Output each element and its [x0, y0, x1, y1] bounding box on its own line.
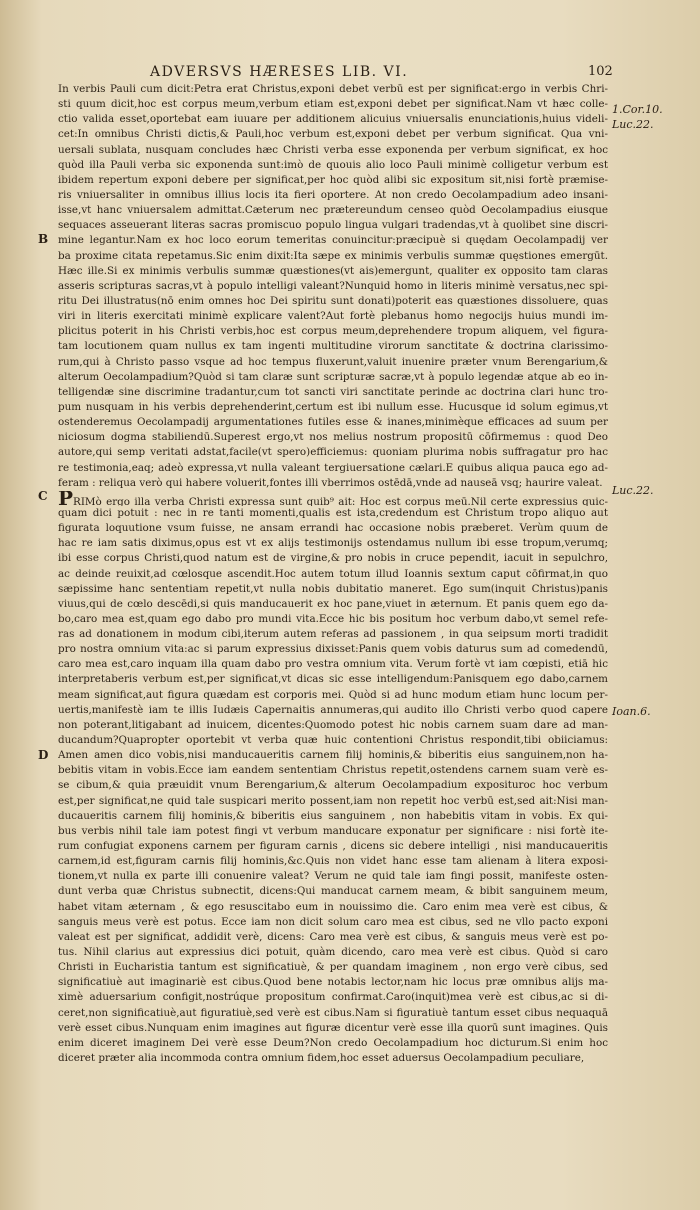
text-line: significatiuè aut imaginariè est cibus.Quod bene notabis lector,nam hic locus præ omnibus alijs ma-	[58, 976, 608, 989]
text-line: rum confugiat exponens carnem per figuram carnis , dicens sic debere intelligi , nisi manducaueritis	[58, 840, 608, 853]
text-line: In verbis Pauli cum dicit:Petra erat Christus,exponi debet verbū est per significat:ergo in verbis Chri-	[58, 83, 608, 95]
side-letter-c: C	[38, 489, 48, 503]
text-line: dunt verba quæ Christus subnectit, dicens:Qui manducat carnem meam, & bibit sanguinem meum,	[58, 885, 608, 898]
text-line: valeat est per significat, addidit verè, dicens: Caro mea verè est cibus, & sanguis meus verè est po-	[58, 930, 608, 943]
text-line: sequaces asseuerant literas sacras promiscuo populo lingua vulgari tradendas,vt à quolibet sine discri-	[58, 219, 608, 232]
text-line: figurata loquutione vsum fuisse, ne ansam errandi hac occasione nobis præberet. Verùm quum de	[58, 522, 608, 535]
marginal-note: Ioan.6.	[612, 705, 651, 718]
text-line: ceret,non significatiuè,aut figuratiuè,sed verè est cibus.Nam si figuratiuè tantum esset cibus nequaquā	[58, 1006, 608, 1019]
text-line: quam dici potuit : nec in re tanti momenti,qualis est ista,credendum est Christum tropo aliquo aut	[58, 506, 608, 519]
text-line: mine legantur.Nam ex hoc loco eorum temeritas conuincitur:præcipuè si quędam Oecolampadij ver	[58, 234, 608, 247]
side-letter-d: D	[38, 748, 49, 762]
drop-cap: P	[58, 490, 74, 506]
text-line: carnem,id est,figuram carnis filij hominis,&c.Quis non videt hanc esse tam alienam à litera exposi-	[58, 855, 608, 868]
text-line: non poterant,litigabant ad inuicem, dicentes:Quomodo potest hic nobis carnem suam dare ad man-	[58, 718, 608, 731]
text-line: Hæc ille.Si ex minimis verbulis summæ quæstiones(vt ais)emergunt, qualiter ex opposito tam claras	[58, 264, 608, 277]
text-line: autore,qui semp veritati adstat,facile(vt spero)efficiemus: quoniam plurima nobis suffragatur pro hac	[58, 446, 608, 459]
text-line: re testimonia,eaq; adeò expressa,vt nulla valeant tergiuersatione cælari.E quibus aliqua pauca ego ad-	[58, 461, 608, 474]
text-line: est,per significat,ne quid tale suspicari merito possent,iam non repetit hoc verbū est,sed ait:Nisi man-	[58, 794, 608, 807]
paragraph-1	[58, 82, 608, 491]
text-line: ostenderemus Oecolampadij argumentationes futiles esse & inanes,minimèque efficaces ad suum per	[58, 416, 608, 429]
text-line: ducandum?Quapropter oportebit vt verba quæ huic contentioni Christus respondit,tibi obiiciamus:	[58, 734, 608, 747]
text-line: ducaueritis carnem filij hominis,& biberitis eius sanguinem , non habebitis vitam in vobis. Ex qui-	[58, 809, 608, 822]
text-line: ximè aduersarium configit,nostrúque propositum confirmat.Caro(inquit)mea verè est cibus,ac si di-	[58, 991, 608, 1004]
text-line: sæpissime hanc sententiam repetit,vt nulla nobis dubitatio maneret. Ego sum(inquit Christus)panis	[58, 582, 608, 595]
text-line: se cibum,& quia præuidit vnum Berengarium,& alterum Oecolampadium expositurос hoc verbum	[58, 779, 608, 792]
text-line: ibi esse corpus Christi,quod natum est de virgine,& pro nobis in cruce pependit, iacuit in sepulchro,	[58, 552, 608, 565]
text-line: plicitus poterit in his Christi verbis,hoc est corpus meum,deprehendere tropum aliquem, vel figura-	[58, 325, 608, 338]
marginal-note: Luc.22.	[612, 484, 654, 497]
text-line: cet:In omnibus Christi dictis,& Pauli,hoc verbum est,exponi debet per verbum significat. Qua vni-	[58, 128, 608, 141]
text-line: tionem,vt nulla ex parte illi conuenire valeat? Verum ne quid tale iam fingi possit, manifeste osten-	[58, 870, 608, 883]
text-line: Amen amen dico vobis,nisi manducaueritis carnem filij hominis,& biberitis eius sanguinem,non ha-	[58, 749, 608, 762]
paragraph-2	[58, 491, 608, 1066]
text-line: ritu Dei illustratus(nō enim omnes hoc Dei spiritu sunt donati)poterit eas quæstiones dissoluere, quas	[58, 294, 608, 307]
text-line: verè esset cibus.Nunquam enim imagines aut figuræ dicentur verè esse illa quorū sunt imagines. Quis	[58, 1021, 608, 1034]
text-line: pro nostra omnium vita:ac si parum expressius dixisset:Panis quem vobis daturus sum ad comedendū,	[58, 643, 608, 656]
side-letter-b: B	[38, 232, 49, 246]
text-line: quòd illa Pauli verba sic exponenda sunt:imò de quouis alio loco Pauli minimè colligetur verbum est	[58, 158, 608, 171]
text-line: bo,caro mea est,quam ego dabo pro mundi vita.Ecce hic bis positum hoc verbum dabo,vt semel refe-	[58, 612, 608, 625]
text-line: PRIMò ergo illa verba Christi expressa sunt quib⁹ ait: Hoc est corpus meū.Nil certe expressius quic-	[58, 491, 608, 506]
text-line: diceret præter alia incommoda contra omnium fidem,hoc esset aduersus Oecolampadium peculiare,	[58, 1052, 585, 1064]
text-line: viri in literis exercitati minimè explicare valent?Aut fortè plebanus homo negocijs huius mundi im-	[58, 310, 608, 323]
text-line: habet vitam æternam , & ego resuscitabo eum in nouissimo die. Caro enim mea verè est cibus, &	[58, 900, 608, 913]
text-line: sti quum dicit,hoc est corpus meum,verbum etiam est,exponi debet per significat.Nam vt hæc colle-	[58, 98, 608, 111]
text-line: hac re iam satis diximus,opus est vt ex alijs testimonijs ostendamus nullum ibi esse tropum,verumq;	[58, 537, 608, 550]
text-line: telligendæ sine discrimine tradantur,cum tot sancti viri sanctitate perinde ac doctrina clari hunc tro-	[58, 385, 608, 398]
text-line: interpretaberis verbum est,per significat,vt dicas sic esse intelligendum:Panisquem ego dabo,carnem	[58, 673, 608, 686]
text-line: meam significat,aut figura quædam est corporis mei. Quòd si ad hunc modum etiam hunc locum per-	[58, 688, 608, 701]
text-line: feram : reliqua verò qui habere voluerit,fontes illi vberrimos ostēdā,vnde ad nauseā vsq; haurire valeat.	[58, 476, 603, 489]
text-line: Christi in Eucharistia tantum est significatiuè, & per quandam imaginem , non ergo verè cibus, sed	[58, 961, 608, 974]
text-line: tam locutionem quam nullus ex tam ingenti multitudine virorum sanctitate & doctrina clarissimo-	[58, 340, 608, 353]
text-line: isse,vt hanc vniuersalem admittat.Cæterum nec prætereundum censeo quòd Oecolampadius eiusque	[58, 204, 608, 217]
text-line: ras ad donationem in modum cibi,iterum autem referas ad passionem , in qua seipsum morti tradidit	[58, 628, 608, 641]
text-line: ctio valida esset,oportebat eam iuuare per additionem alicuius vniuersalis enunciationis,huius videli-	[58, 113, 608, 126]
text-line: rum,qui à Christo passo vsque ad hoc tempus fluxerunt,valuit inuenire præter vnum Berengarium,&	[58, 355, 608, 368]
text-line: bus verbis nihil tale iam potest fingi vt verbum manducare exponatur per significare : nisi fortè ite-	[58, 824, 608, 837]
text-line: enim diceret imaginem Dei verè esse Deum?Non credo Oecolampadium hoc dicturum.Si enim hoc	[58, 1036, 608, 1049]
text-line: bebitis vitam in vobis.Ecce iam eandem sententiam Christus repetit,ostendens carnem suam verè es-	[58, 764, 608, 777]
text-line: ibidem repertum exponi debere per significat,per hoc quòd alibi sic expositum sit,nisi fortè præmise-	[58, 173, 608, 186]
text-line: caro mea est,caro inquam illa quam dabo pro vestra omnium vita. Verum fortè vt iam cœpisti, etiā hic	[58, 658, 608, 671]
text-line: ba proxime citata repetamus.Sic enim dixit:Ita sæpe ex minimis verbulis summæ quęstiones emergūt.	[58, 249, 608, 262]
folio-number: 102	[588, 64, 613, 79]
text-line: viuus,qui de cœlo descēdi,si quis manducauerit ex hoc pane,viuet in æternum. Et panis quem ego da-	[58, 597, 608, 610]
text-line: ac deinde reuixit,ad cœlosque ascendit.Hoc autem totum illud Ioannis sextum caput cōfirmat,in quo	[58, 567, 608, 580]
text-line: ris vniuersaliter in omnibus illius locis ita fieri oportere. At non credo Oecolampadium adeo insani-	[58, 188, 608, 201]
running-title: ADVERSVS HÆRESES LIB. VI.	[150, 64, 409, 80]
text-line: tus. Nihil clarius aut expressius dici potuit, quàm dicendo, caro mea verè est cibus. Quòd si caro	[58, 946, 608, 959]
body-text	[58, 82, 608, 1066]
text-line: asseris scripturas sacras,vt à populo intelligi valeant?Nunquid homo in literis minimè versatus,nec spi-	[58, 279, 608, 292]
text-line: uertis,manifestè iam te illis Iudæis Capernaitis annumeras,qui audito illo Christi verbo quod capere	[58, 703, 608, 716]
marginal-note: Luc.22.	[612, 118, 654, 131]
text-line: sanguis meus verè est potus. Ecce iam non dicit solum caro mea est cibus, sed ne vllo pacto exponi	[58, 915, 608, 928]
text-line: alterum Oecolampadium?Quòd si tam claræ sunt scripturæ sacræ,vt à populo legendæ atque ab eo in-	[58, 370, 608, 383]
marginal-note: 1.Cor.10.	[612, 103, 663, 116]
text-line: uersali sublata, nusquam concludes hæc Christi verba esse exponenda per verbum significat, ex hoc	[58, 143, 608, 156]
text-line: niciosum dogma stabiliendū.Superest ergo,vt nos melius nostrum propositū cōfirmemus : quod Deo	[58, 431, 608, 444]
text-line: pum nusquam in his verbis deprehenderint,certum est ibi nullum esse. Hucusque id solum egimus,vt	[58, 400, 608, 413]
